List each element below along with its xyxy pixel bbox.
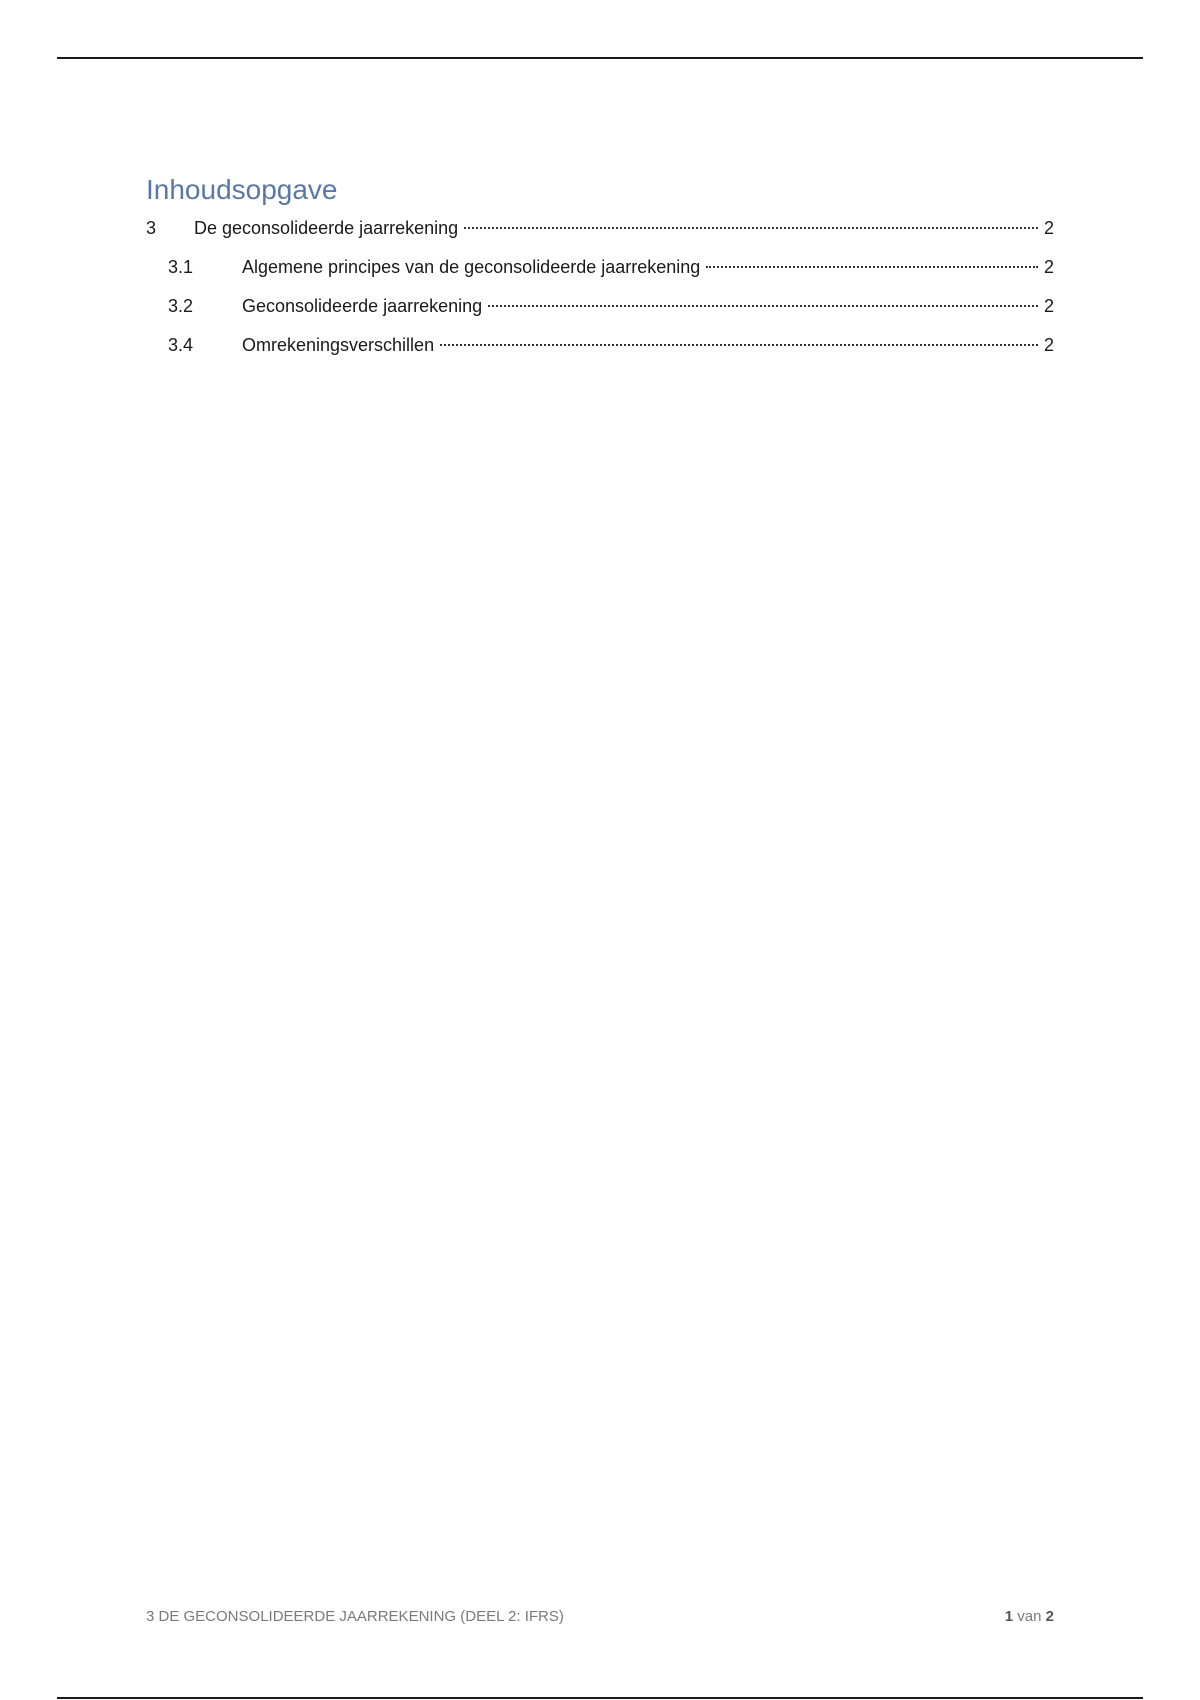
toc-entry-text: Geconsolideerde jaarrekening — [242, 296, 483, 316]
toc-entry-number: 3 — [146, 218, 157, 238]
table-of-contents — [146, 172, 1054, 357]
toc-dot-leader — [440, 344, 1038, 346]
footer-rule — [57, 1697, 1143, 1699]
page-separator: van — [1017, 1608, 1046, 1625]
toc-entry-number: 3.2 — [168, 296, 194, 316]
toc-entry-page: 2 — [1043, 296, 1054, 316]
page-counter — [1005, 1608, 1054, 1625]
toc-entry-3-2[interactable] — [146, 294, 1054, 318]
toc-entry-3[interactable] — [146, 216, 1054, 240]
toc-entry-page: 2 — [1043, 335, 1054, 355]
page-footer — [146, 1608, 1054, 1625]
header-rule — [57, 57, 1143, 59]
toc-entry-page: 2 — [1043, 257, 1054, 277]
toc-entry-3-4[interactable] — [146, 333, 1054, 357]
toc-entry-text: Algemene principes van de geconsolideerde jaarrekening — [242, 257, 701, 277]
toc-entry-page: 2 — [1043, 218, 1054, 238]
toc-entry-number: 3.4 — [168, 335, 194, 355]
toc-title: Inhoudsopgave — [146, 174, 338, 205]
toc-entry-text: De geconsolideerde jaarrekening — [194, 218, 459, 238]
toc-dot-leader — [464, 227, 1038, 229]
toc-dot-leader — [706, 266, 1038, 268]
toc-entry-3-1[interactable] — [146, 255, 1054, 279]
toc-entry-number: 3.1 — [168, 257, 194, 277]
footer-title: 3 DE GECONSOLIDEERDE JAARREKENING (DEEL 2: IFRS) — [146, 1608, 564, 1625]
toc-dot-leader — [488, 305, 1038, 307]
page-total: 2 — [1045, 1608, 1054, 1625]
page-current: 1 — [1004, 1608, 1014, 1625]
toc-entry-text: Omrekeningsverschillen — [242, 335, 435, 355]
